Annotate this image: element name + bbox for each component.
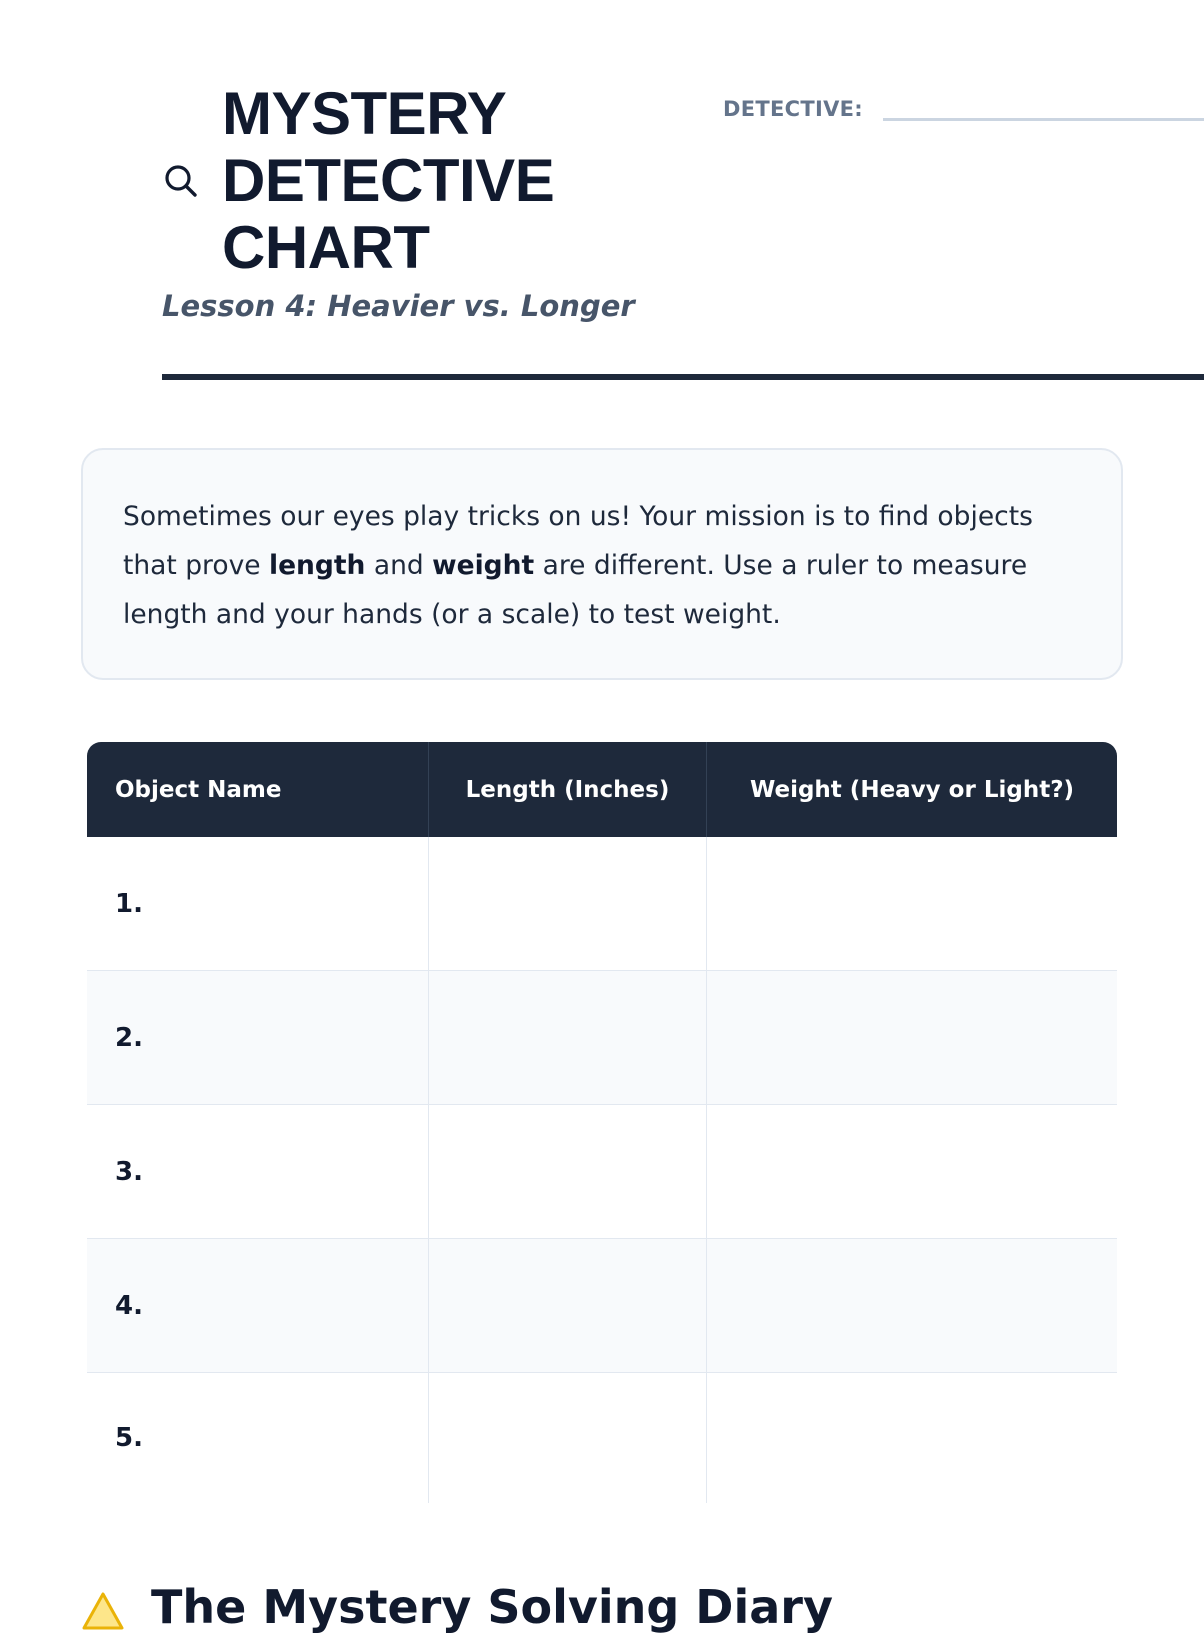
length-cell[interactable]: [429, 1373, 707, 1503]
section-heading-text: The Mystery Solving Diary: [151, 1580, 833, 1634]
table-row: [87, 1239, 1117, 1373]
weight-cell[interactable]: [707, 837, 1117, 970]
title-line: DETECTIVE: [222, 147, 555, 214]
length-cell[interactable]: [429, 1105, 707, 1238]
object-name-cell[interactable]: 1.: [87, 837, 429, 970]
column-header-length: Length (Inches): [429, 742, 707, 837]
intro-text: Sometimes our eyes play tricks on us! Your mission is to find objects that prove: [123, 501, 1033, 581]
weight-cell[interactable]: [707, 971, 1117, 1104]
table-header-row: [87, 742, 1117, 837]
weight-cell[interactable]: [707, 1105, 1117, 1238]
detective-label: DETECTIVE:: [723, 97, 863, 121]
intro-bold-weight: weight: [432, 550, 535, 581]
page-title: [222, 80, 582, 281]
intro-text: are different. Use a ruler to measure length and your hands (or a scale) to test weight.: [123, 550, 1028, 630]
length-cell[interactable]: [429, 971, 707, 1104]
length-cell[interactable]: [429, 1239, 707, 1372]
object-name-cell[interactable]: 4.: [87, 1239, 429, 1372]
header-divider: [162, 374, 1204, 380]
weight-cell[interactable]: [707, 1373, 1117, 1503]
table-row: [87, 1373, 1117, 1503]
warning-icon: [81, 1588, 125, 1628]
length-cell[interactable]: [429, 837, 707, 970]
intro-bold-length: length: [269, 550, 366, 581]
weight-cell[interactable]: [707, 1239, 1117, 1372]
detective-name-input[interactable]: [883, 85, 1204, 121]
title-line: CHART: [222, 214, 430, 281]
title-line: MYSTERY: [222, 80, 507, 147]
mission-instructions: [81, 448, 1123, 680]
title-block: [162, 80, 582, 281]
table-body: [87, 837, 1117, 1503]
table-row: [87, 1105, 1117, 1239]
page-header: [81, 0, 1119, 382]
table-row: [87, 971, 1117, 1105]
lesson-subtitle: Lesson 4: Heavier vs. Longer: [162, 289, 635, 323]
object-name-cell[interactable]: 2.: [87, 971, 429, 1104]
detective-name-field: [723, 85, 1204, 121]
object-name-cell[interactable]: 5.: [87, 1373, 429, 1503]
column-header-object-name: Object Name: [87, 742, 429, 837]
table-row: [87, 837, 1117, 971]
column-header-weight: Weight (Heavy or Light?): [749, 776, 1075, 803]
intro-text: and: [365, 550, 433, 581]
object-name-cell[interactable]: 3.: [87, 1105, 429, 1238]
section-heading: [81, 1580, 833, 1634]
detective-table: [87, 742, 1117, 1503]
search-icon: [162, 162, 200, 200]
